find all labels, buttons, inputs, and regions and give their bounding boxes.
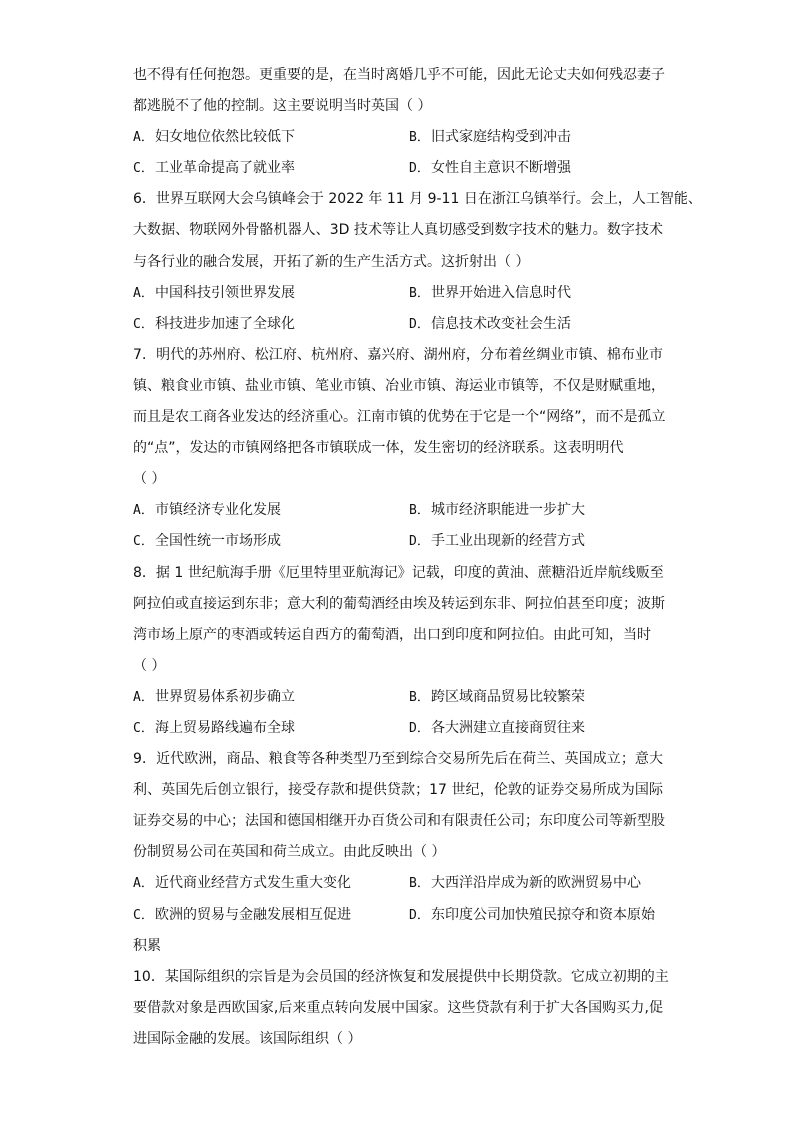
question-text-line: 湾市场上原产的枣酒或转运自西方的葡萄酒，出口到印度和阿拉伯。由此可知，当时 <box>133 626 651 643</box>
question-text-line: 而且是农工商各业发达的经济重心。江南市镇的优势在于它是一个“网络”，而不是孤立 <box>133 409 666 426</box>
option-a: A．世界贸易体系初步确立 <box>133 688 295 705</box>
options-row <box>133 309 663 340</box>
option-a: A．近代商业经营方式发生重大变化 <box>133 875 351 892</box>
option-c: C．科技进步加速了全球化 <box>133 315 295 332</box>
option-c: C．海上贸易路线遍布全球 <box>133 719 295 736</box>
question-text-line: 份制贸易公司在英国和荷兰成立。由此反映出（ ） <box>133 844 446 861</box>
question-text-line: 都逃脱不了他的控制。这主要说明当时英国（ ） <box>133 98 432 115</box>
question-text-line: 阿拉伯或直接运到东非；意大利的葡萄酒经由埃及转运到东非、阿拉伯甚至印度；波斯 <box>133 595 665 612</box>
option-b: B．大西洋沿岸成为新的欧洲贸易中心 <box>409 875 641 892</box>
options-row <box>133 122 663 153</box>
option-c: C．全国性统一市场形成 <box>133 533 281 550</box>
question-5 <box>133 60 663 184</box>
question-text-line: 与各行业的融合发展，开拓了新的生产生活方式。这折射出（ ） <box>133 253 530 270</box>
question-text-line: 进国际金融的发展。该国际组织（ ） <box>133 1030 362 1047</box>
question-7 <box>133 340 666 558</box>
question-text-line: 6．世界互联网大会乌镇峰会于 2022 年 11 月 9-11 日在浙江乌镇举行。会上，人工智能、 <box>133 191 702 208</box>
option-d: D．女性自主意识不断增强 <box>409 160 571 177</box>
option-d: D．东印度公司加快殖民掠夺和资本原始 <box>409 906 655 923</box>
question-10 <box>133 962 669 1055</box>
question-text-line: 10．某国际组织的宗旨是为会员国的经济恢复和发展提供中长期贷款。它成立初期的主 <box>133 968 669 985</box>
options-row <box>133 682 663 713</box>
options-row <box>133 713 663 744</box>
options-row <box>133 278 663 309</box>
option-c: C．工业革命提高了就业率 <box>133 160 295 177</box>
option-d: D．各大洲建立直接商贸往来 <box>409 719 585 736</box>
option-a: A．市镇经济专业化发展 <box>133 502 281 519</box>
question-text-line: 证券交易的中心；法国和德国相继开办百货公司和有限责任公司；东印度公司等新型股 <box>133 813 665 830</box>
options-row <box>133 868 663 899</box>
options-row <box>133 495 663 526</box>
option-b: B．旧式家庭结构受到冲击 <box>409 129 571 146</box>
options-row <box>133 526 663 557</box>
question-text-line: 利、英国先后创立银行，接受存款和提供贷款；17 世纪，伦敦的证券交易所成为国际 <box>133 782 663 799</box>
exam-page <box>133 60 702 1055</box>
question-text-line: 的“点”，发达的市镇网络把各市镇联成一体，发生密切的经济联系。这表明明代 <box>133 440 624 457</box>
question-text-line: 7．明代的苏州府、松江府、杭州府、嘉兴府、湖州府，分布着丝绸业市镇、棉布业市 <box>133 346 663 363</box>
options-row <box>133 153 663 184</box>
option-c: C．欧洲的贸易与金融发展相互促进 <box>133 906 351 923</box>
question-text-line: 9．近代欧洲，商品、粮食等各种类型乃至到综合交易所先后在荷兰、英国成立；意大 <box>133 751 663 768</box>
question-text-line: 要借款对象是西欧国家,后来重点转向发展中国家。这些贷款有利于扩大各国购买力,促 <box>133 999 663 1016</box>
question-text-line: 也不得有任何抱怨。更重要的是，在当时离婚几乎不可能，因此无论丈夫如何残忍妻子 <box>133 67 665 83</box>
question-text-line: 大数据、物联网外骨骼机器人、3D 技术等让人真切感受到数字技术的魅力。数字技术 <box>133 222 663 239</box>
option-b: B．城市经济职能进一步扩大 <box>409 502 585 519</box>
question-9 <box>133 744 663 962</box>
option-d: D．手工业出现新的经营方式 <box>409 533 585 550</box>
option-d: D．信息技术改变社会生活 <box>409 315 571 332</box>
option-b: B．世界开始进入信息时代 <box>409 284 571 301</box>
option-b: B．跨区域商品贸易比较繁荣 <box>409 688 585 705</box>
option-d-overflow: 积累 <box>133 937 161 954</box>
question-6 <box>133 184 702 339</box>
question-8 <box>133 558 663 745</box>
answer-bracket: （ ） <box>133 657 166 674</box>
option-a: A．中国科技引领世界发展 <box>133 284 295 301</box>
question-text-line: 8．据 1 世纪航海手册《厄里特里亚航海记》记载，印度的黄油、蔗糖沿近岸航线贩至 <box>133 564 664 581</box>
options-row <box>133 900 663 931</box>
answer-bracket: （ ） <box>133 471 166 488</box>
question-text-line: 镇、粮食业市镇、盐业市镇、笔业市镇、冶业市镇、海运业市镇等，不仅是财赋重地， <box>133 377 665 394</box>
option-a: A．妇女地位依然比较低下 <box>133 129 295 146</box>
